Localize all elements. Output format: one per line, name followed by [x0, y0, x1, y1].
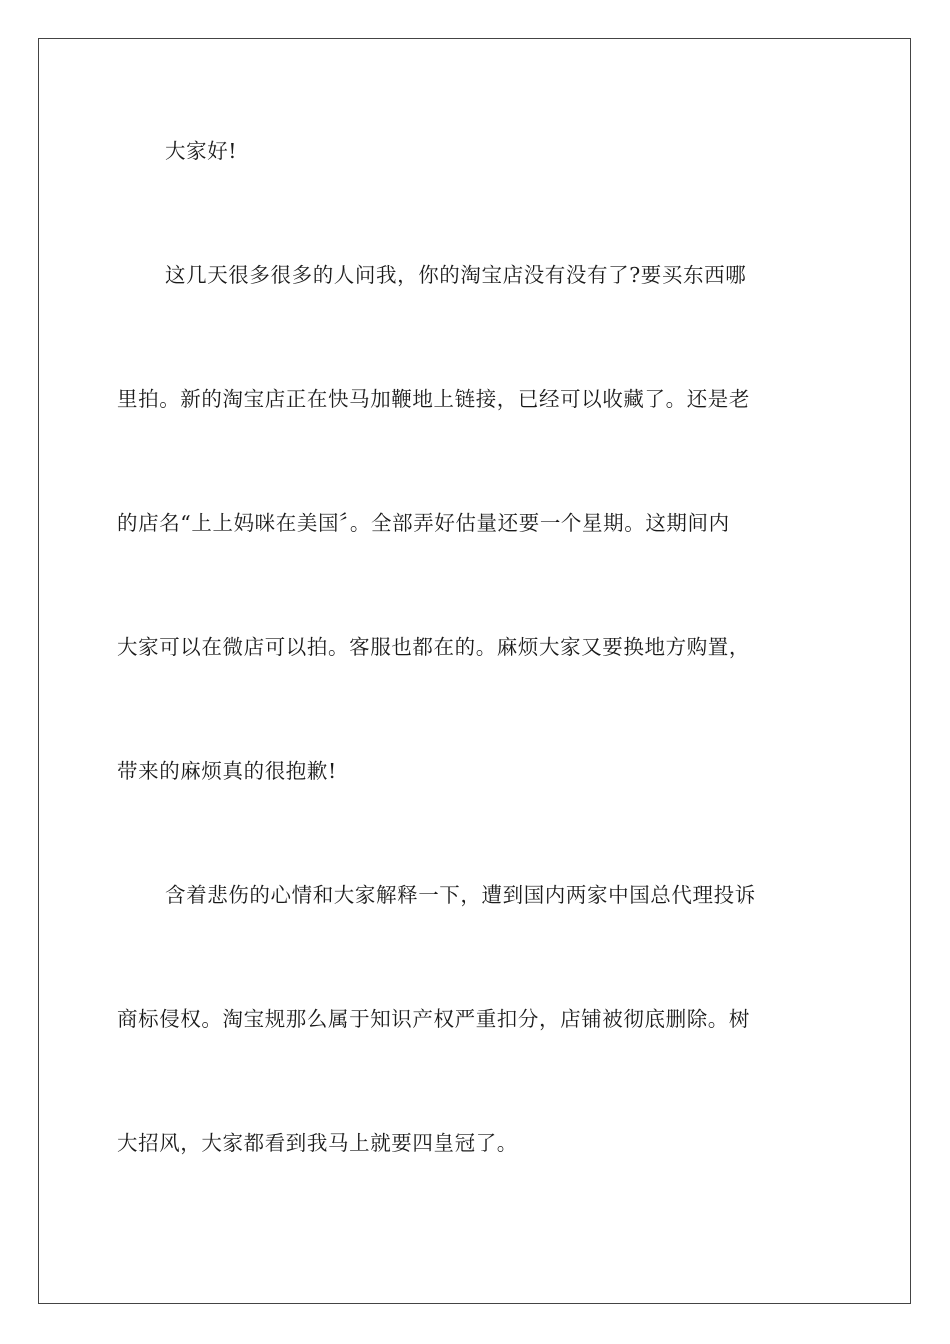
paragraph-2-line-1: 含着悲伤的心情和大家解释一下，遭到国内两家中国总代理投诉: [165, 883, 756, 907]
paragraph-2-line-2: 商标侵权。淘宝规那么属于知识产权严重扣分，店铺被彻底删除。树: [117, 1007, 750, 1031]
paragraph-1-line-1: 这几天很多很多的人问我，你的淘宝店没有没有了?要买东西哪: [165, 263, 747, 287]
greeting-line: 大家好!: [165, 139, 238, 163]
paragraph-1-line-4: 大家可以在微店可以拍。客服也都在的。麻烦大家又要换地方购置，: [117, 635, 750, 659]
paragraph-1-line-2: 里拍。新的淘宝店正在快马加鞭地上链接，已经可以收藏了。还是老: [117, 387, 750, 411]
page-border: [38, 38, 911, 1304]
paragraph-2-line-3: 大招风，大家都看到我马上就要四皇冠了。: [117, 1131, 518, 1155]
paragraph-1-line-5: 带来的麻烦真的很抱歉!: [117, 759, 337, 783]
paragraph-1-line-3: 的店名“上上妈咪在美国〞。全部弄好估量还要一个星期。这期间内: [117, 511, 730, 535]
